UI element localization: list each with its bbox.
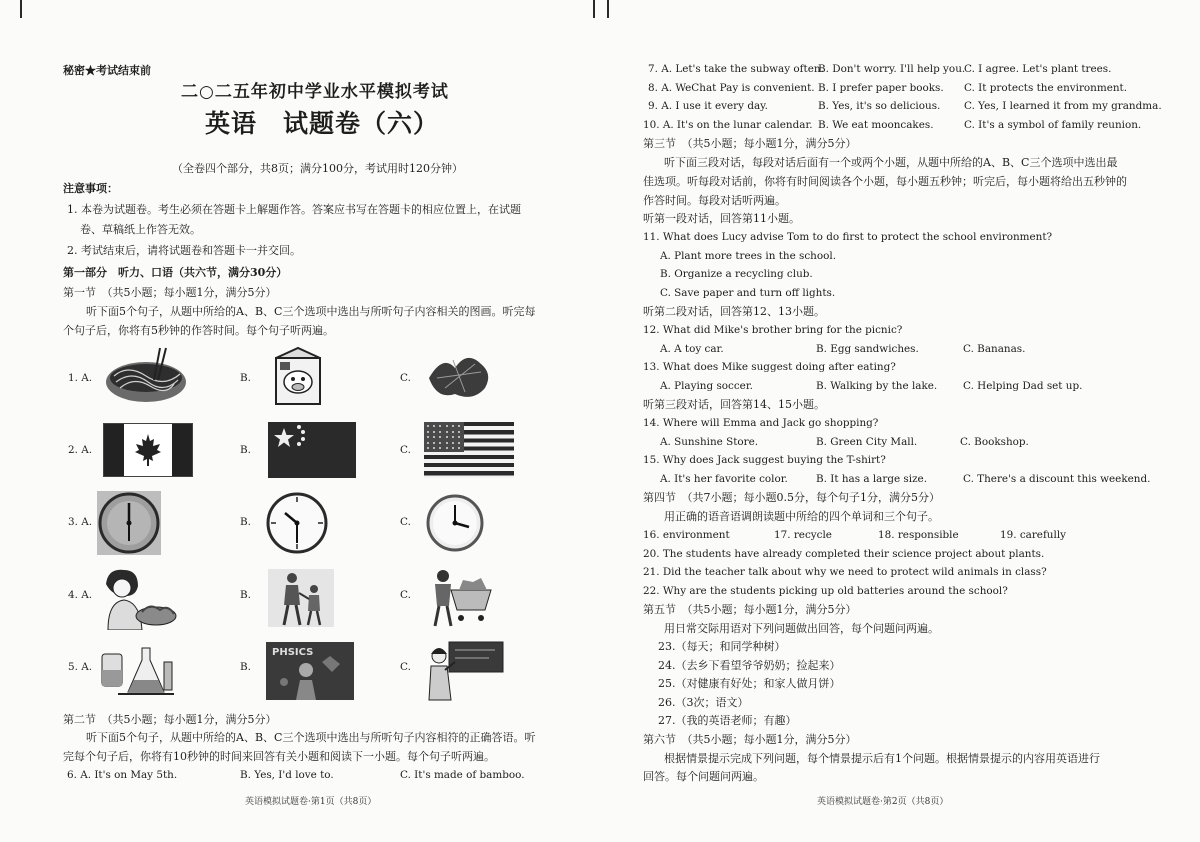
exam-info: （全卷四个部分，共8页；满分100分，考试用时120分钟）: [172, 162, 463, 175]
pic-row-5-c-label: C.: [400, 661, 411, 673]
pic-row-1-c-label: C.: [400, 372, 411, 384]
sentence-22: 22. Why are the students picking up old batteries around the school?: [643, 585, 1008, 597]
notice-1a: 1. 本卷为试题卷。考生必须在答题卡上解题作答。答案应书写在答题卡的相应位置上，在试题: [67, 203, 521, 216]
section-1-heading: 第一节 （共5小题；每小题1分，满分5分）: [63, 286, 277, 299]
section-3-heading: 第三节 （共5小题；每小题1分，满分5分）: [643, 137, 857, 150]
word-19: 19. carefully: [1000, 529, 1067, 541]
section-3-desc-2: 佳选项。听每段对话前，你将有时间阅读各个小题，每小题五秒钟；听完后，每小题将给出五秒钟的: [643, 175, 1127, 188]
section-1-desc-2: 个句子后，你将有5秒钟的作答时间。每个句子听两遍。: [63, 324, 334, 337]
q15-question: 15. Why does Jack suggest buying the T-shirt?: [643, 454, 886, 466]
dialogue-1-label: 听第一段对话，回答第11小题。: [643, 212, 800, 225]
q8-option-c: C. It protects the environment.: [964, 82, 1128, 94]
pic-row-3-a-label: 3. A.: [68, 516, 93, 528]
q8-option-b: B. I prefer paper books.: [818, 82, 944, 94]
q12-option-c: C. Bananas.: [963, 343, 1026, 355]
q14-question: 14. Where will Emma and Jack go shopping?: [643, 417, 879, 429]
q15-option-a: A. It's her favorite color.: [660, 473, 788, 485]
page-1-footer: 英语模拟试题卷·第1页（共8页）: [245, 797, 377, 807]
shopping-cart-image: [425, 566, 495, 628]
paper-title: 英语 试题卷（六）: [205, 109, 440, 138]
q11-option-c: C. Save paper and turn off lights.: [660, 287, 836, 299]
q9-option-a: 9. A. I use it every day.: [648, 100, 768, 112]
q8-option-a: 8. A. WeChat Pay is convenient.: [648, 82, 815, 94]
q11-option-a: A. Plant more trees in the school.: [660, 250, 837, 262]
pic-row-4-b-label: B.: [240, 589, 251, 601]
q15-option-b: B. It has a large size.: [816, 473, 928, 485]
section-5-desc: 用日常交际用语对下列问题做出回答，每个问题问两遍。: [664, 622, 939, 635]
canada-flag-image: [103, 423, 193, 477]
sentence-20: 20. The students have already completed their science project about plants.: [643, 548, 1045, 560]
dialogue-3-label: 听第三段对话，回答第14、15小题。: [643, 398, 825, 411]
notice-title: 注意事项：: [63, 182, 118, 195]
pic-row-2-a-label: 2. A.: [68, 444, 93, 456]
physics-label: PHSICS: [272, 647, 314, 658]
section-5-heading: 第五节 （共5小题；每小题1分，满分5分）: [643, 603, 857, 616]
q27-hint: 27.（我的英语老师；有趣）: [658, 714, 797, 727]
section-6-desc-1: 根据情景提示完成下列问题，每个情景提示后有1个问题。根据情景提示的内容用英语进行: [664, 752, 1100, 765]
woman-cooking-image: [98, 566, 178, 630]
q10-option-b: B. We eat mooncakes.: [818, 119, 934, 131]
word-18: 18. responsible: [878, 529, 959, 541]
section-6-heading: 第六节 （共5小题；每小题1分，满分5分）: [643, 733, 857, 746]
clock-image-b: [265, 491, 329, 555]
clock-image-a: [97, 491, 161, 555]
section-2-desc-2: 完每个句子后，你将有10秒钟的时间来回答有关小题和阅读下一小题。每个句子听两遍。: [63, 750, 495, 763]
milk-carton-image: [268, 346, 328, 406]
q13-option-c: C. Helping Dad set up.: [963, 380, 1083, 392]
page-2: [600, 0, 1200, 842]
science-lab-image: [98, 640, 178, 700]
q13-option-b: B. Walking by the lake.: [816, 380, 938, 392]
q13-option-a: A. Playing soccer.: [660, 380, 753, 392]
q7-option-c: C. I agree. Let's plant trees.: [964, 63, 1112, 75]
page-2-footer: 英语模拟试题卷·第2页（共8页）: [817, 797, 949, 807]
section-3-desc-3: 作答时间。每段对话听两遍。: [643, 194, 786, 207]
pic-row-5-b-label: B.: [240, 661, 251, 673]
q26-hint: 26.（3次；语文）: [658, 696, 749, 709]
pic-row-4-a-label: 4. A.: [68, 589, 93, 601]
secret-label: 秘密★考试结束前: [63, 64, 151, 77]
pic-row-1-b-label: B.: [240, 372, 251, 384]
teacher-blackboard-image: [425, 640, 505, 702]
clock-image-c: [425, 493, 485, 553]
q9-option-c: C. Yes, I learned it from my grandma.: [964, 100, 1162, 112]
q13-question: 13. What does Mike suggest doing after eating?: [643, 361, 896, 373]
q14-option-c: C. Bookshop.: [960, 436, 1029, 448]
noodles-image: [98, 346, 194, 408]
section-6-desc-2: 回答。每个问题问两遍。: [643, 770, 764, 783]
q12-question: 12. What did Mike's brother bring for the picnic?: [643, 324, 903, 336]
q7-option-b: B. Don't worry. I'll help you.: [818, 63, 966, 75]
q15-option-c: C. There's a discount this weekend.: [963, 473, 1151, 485]
q9-option-b: B. Yes, it's so delicious.: [818, 100, 941, 112]
pic-row-3-b-label: B.: [240, 516, 251, 528]
q6-option-b: B. Yes, I'd love to.: [240, 769, 334, 781]
part-1-heading: 第一部分 听力、口语（共六节，满分30分）: [63, 266, 288, 279]
q10-option-c: C. It's a symbol of family reunion.: [964, 119, 1142, 131]
section-4-desc: 用正确的语音语调朗读题中所给的四个单词和三个句子。: [664, 510, 939, 523]
word-17: 17. recycle: [774, 529, 832, 541]
section-2-heading: 第二节 （共5小题；每小题1分，满分5分）: [63, 713, 277, 726]
section-4-heading: 第四节 （共7小题；每小题0.5分，每个句子1分，满分5分）: [643, 491, 940, 504]
section-3-desc-1: 听下面三段对话，每段对话后面有一个或两个小题，从题中所给的A、B、C三个选项中选出最: [664, 156, 1118, 169]
q10-option-a: 10. A. It's on the lunar calendar.: [643, 119, 813, 131]
q11-option-b: B. Organize a recycling club.: [660, 268, 813, 280]
spinach-image: [425, 348, 493, 402]
pic-row-4-c-label: C.: [400, 589, 411, 601]
q14-option-b: B. Green City Mall.: [816, 436, 918, 448]
pic-row-3-c-label: C.: [400, 516, 411, 528]
pic-row-2-b-label: B.: [240, 444, 251, 456]
pic-row-2-c-label: C.: [400, 444, 411, 456]
q6-option-c: C. It's made of bamboo.: [400, 769, 525, 781]
pic-row-1-a-label: 1. A.: [68, 372, 93, 384]
us-flag-image: [424, 422, 514, 478]
word-16: 16. environment: [643, 529, 730, 541]
pic-row-5-a-label: 5. A.: [68, 661, 93, 673]
sentence-21: 21. Did the teacher talk about why we need to protect wild animals in class?: [643, 566, 1047, 578]
notice-1b: 卷、草稿纸上作答无效。: [80, 223, 201, 236]
dialogue-2-label: 听第二段对话，回答第12、13小题。: [643, 305, 825, 318]
q24-hint: 24.（去乡下看望爷爷奶奶；捡起来）: [658, 659, 841, 672]
people-walking-image: [268, 569, 334, 627]
q25-hint: 25.（对健康有好处；和家人做月饼）: [658, 677, 841, 690]
physics-class-image: [266, 642, 354, 700]
q23-hint: 23.（每天；和同学种树）: [658, 640, 786, 653]
section-1-desc-1: 听下面5个句子，从题中所给的A、B、C三个选项中选出与所听句子内容相关的图画。听完每: [86, 305, 536, 318]
notice-2: 2. 考试结束后，请将试题卷和答题卡一并交回。: [67, 244, 301, 257]
china-flag-image: [268, 422, 356, 478]
q6-option-a: 6. A. It's on May 5th.: [67, 769, 178, 781]
section-2-desc-1: 听下面5个句子，从题中所给的A、B、C三个选项中选出与所听句子内容相符的正确答语。听: [86, 731, 536, 744]
q11-question: 11. What does Lucy advise Tom to do first to protect the school environment?: [643, 231, 1053, 243]
q12-option-a: A. A toy car.: [660, 343, 724, 355]
exam-title: 二○二五年初中学业水平模拟考试: [181, 82, 449, 102]
q7-option-a: 7. A. Let's take the subway often.: [648, 63, 824, 75]
q12-option-b: B. Egg sandwiches.: [816, 343, 919, 355]
q14-option-a: A. Sunshine Store.: [660, 436, 759, 448]
